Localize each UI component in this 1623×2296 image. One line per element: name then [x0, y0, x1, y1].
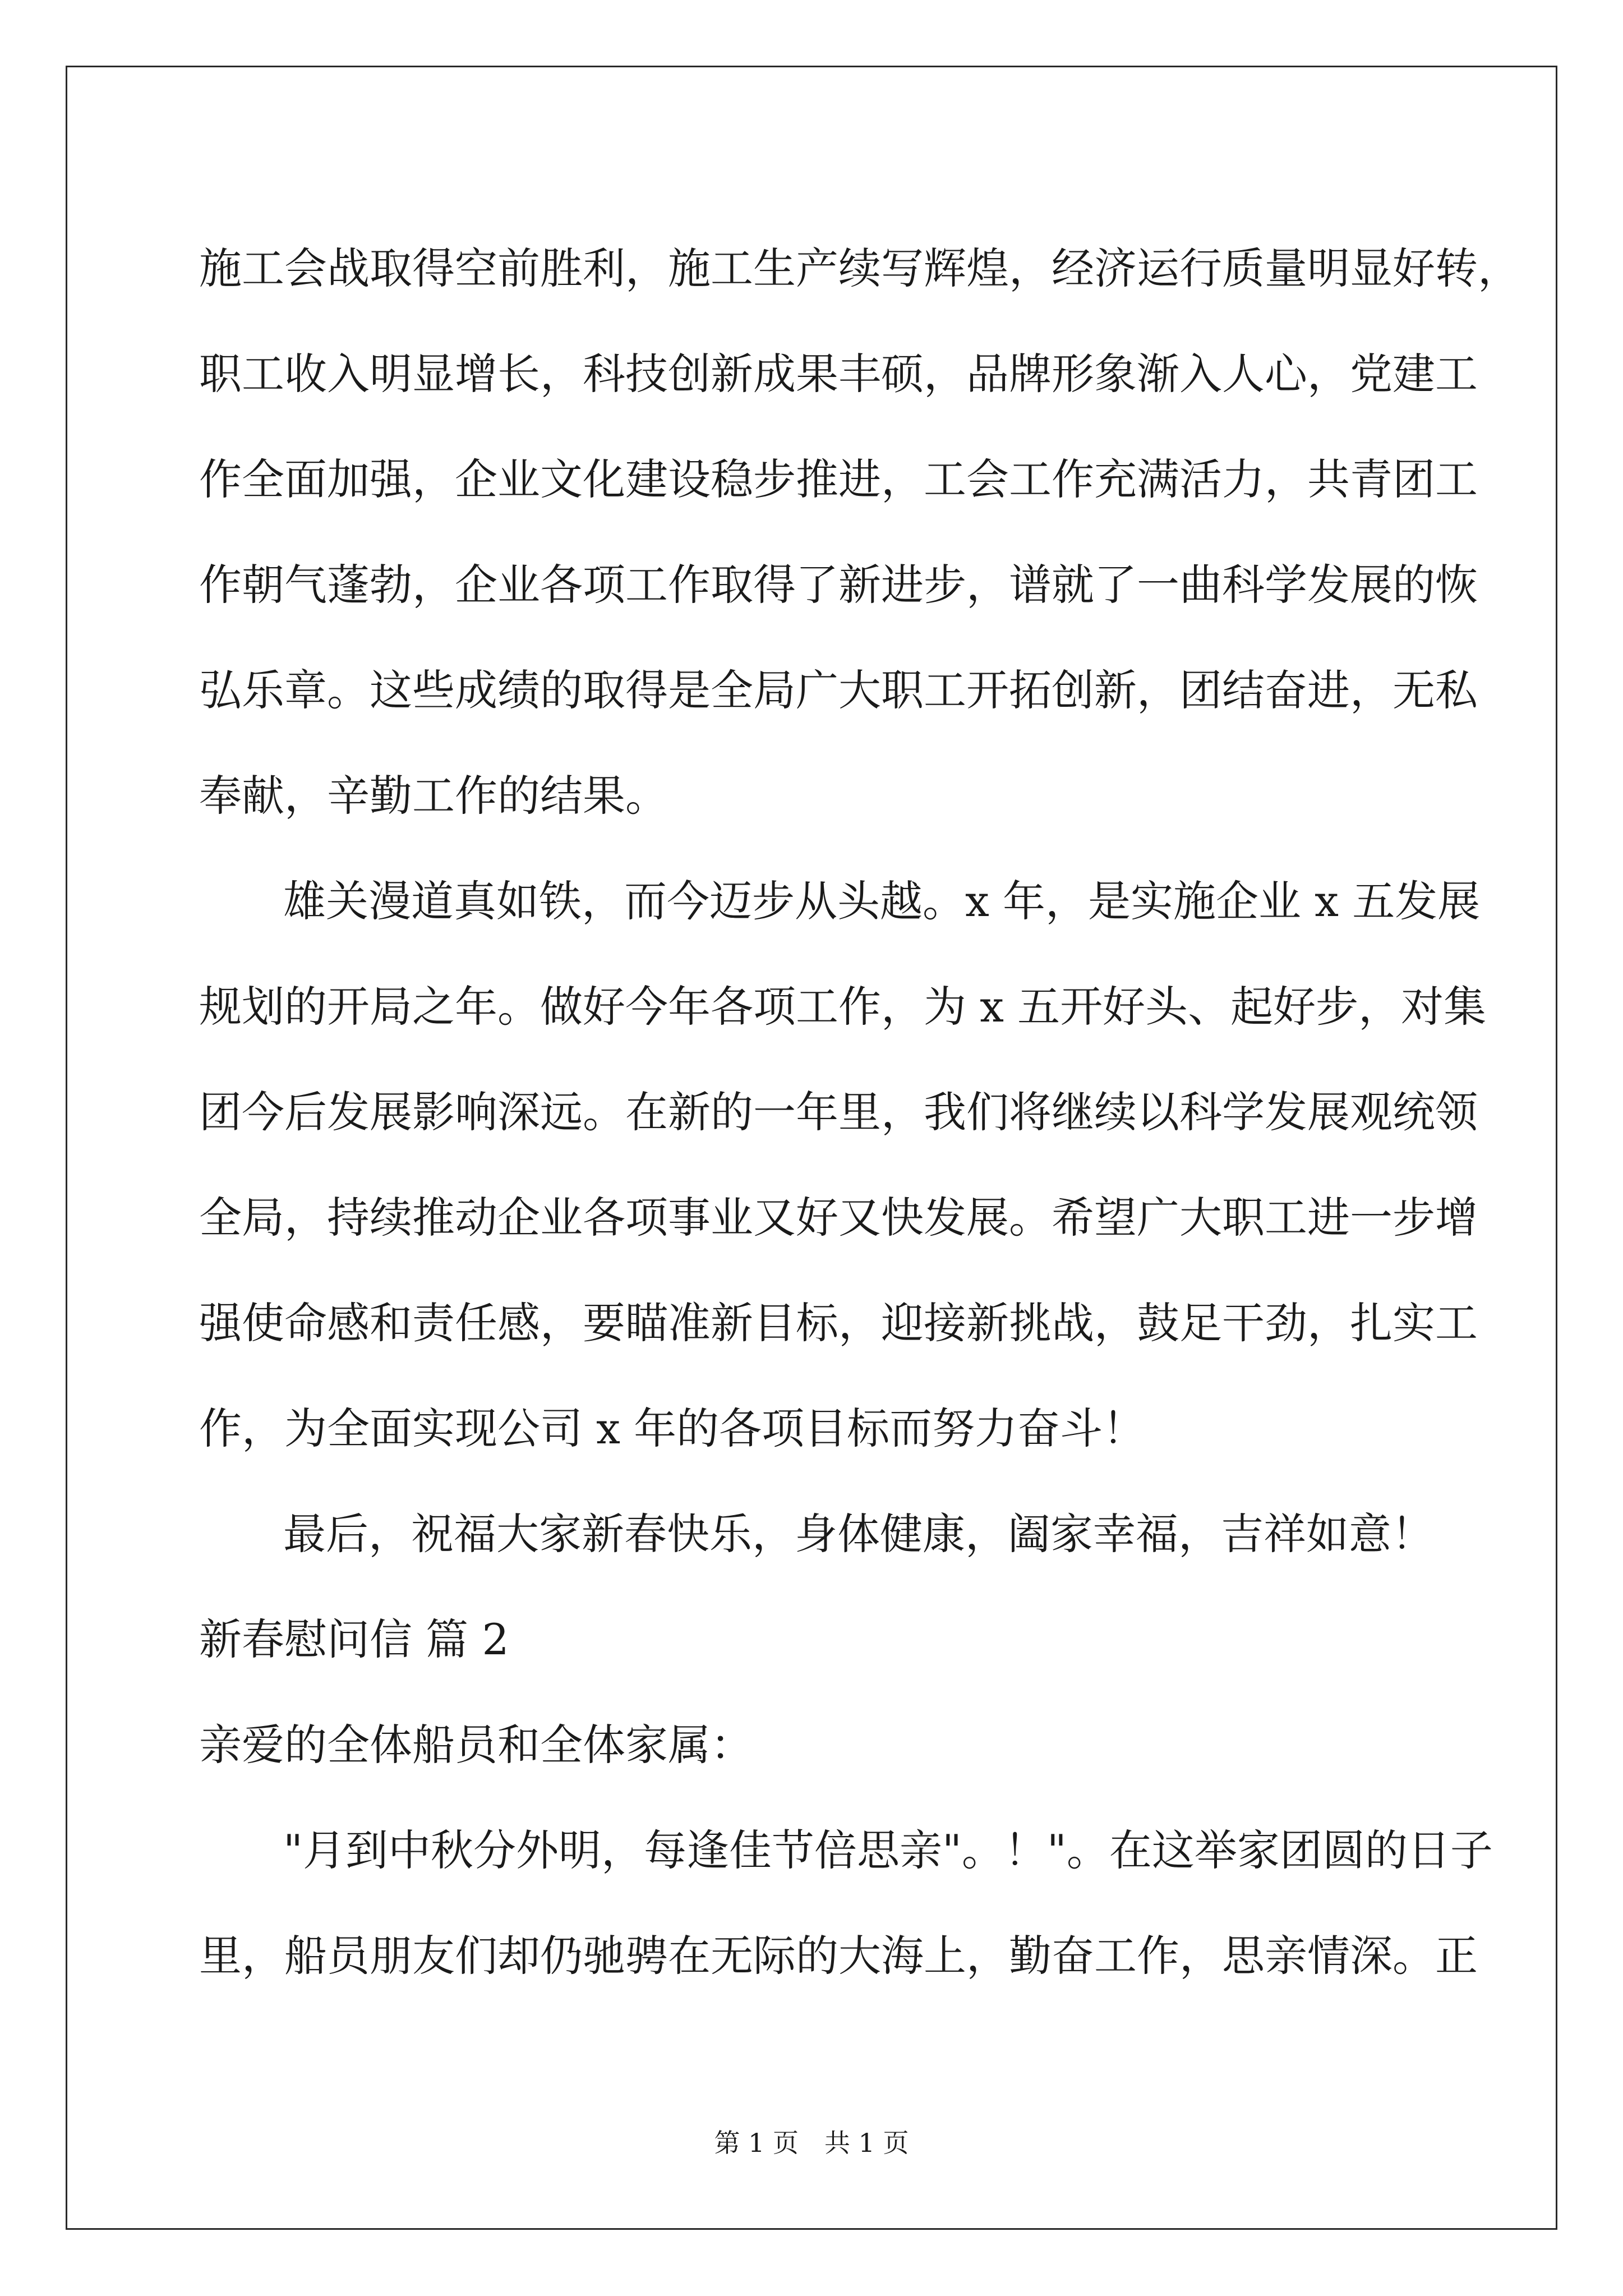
text-line: 弘乐章。这些成绩的取得是全局广大职工开拓创新，团结奋进，无私: [199, 665, 1478, 715]
text-line: 作，为全面实现公司 x 年的各项目标而努力奋斗！: [199, 1404, 1146, 1453]
text-line: 团今后发展影响深远。在新的一年里，我们将继续以科学发展观统领: [199, 1087, 1478, 1137]
text-line: 雄关漫道真如铁，而今迈步从头越。x 年，是实施企业 x 五发展: [283, 876, 1481, 926]
text-line: 最后，祝福大家新春快乐，身体健康，阖家幸福，吉祥如意！: [283, 1509, 1434, 1559]
text-line: 规划的开局之年。做好今年各项工作，为 x 五开好头、起好步，对集: [199, 982, 1487, 1032]
document-body: [199, 216, 1520, 2009]
text-line: "月到中秋分外明，每逢佳节倍思亲"。！"。在这举家团圆的日子: [283, 1825, 1493, 1875]
text-line: 里，船员朋友们却仍驰骋在无际的大海上，勤奋工作，思亲情深。正: [199, 1931, 1478, 1981]
text-line: 奉献，辛勤工作的结果。: [199, 771, 668, 821]
text-line: 职工收入明显增长，科技创新成果丰硕，品牌形象渐入人心，党建工: [199, 349, 1478, 399]
text-line: 强使命感和责任感，要瞄准新目标，迎接新挑战，鼓足干劲，扎实工: [199, 1298, 1478, 1348]
page-footer: 第 1 页 共 1 页: [714, 2128, 909, 2158]
text-line: 亲爱的全体船员和全体家属：: [199, 1720, 753, 1770]
text-line: 作全面加强，企业文化建设稳步推进，工会工作充满活力，共青团工: [199, 454, 1478, 504]
text-line: 全局，持续推动企业各项事业又好又快发展。希望广大职工进一步增: [199, 1193, 1478, 1243]
text-line: 施工会战取得空前胜利，施工生产续写辉煌，经济运行质量明显好转，: [199, 243, 1520, 293]
text-line: 新春慰问信 篇 2: [199, 1614, 509, 1664]
text-line: 作朝气蓬勃，企业各项工作取得了新进步，谱就了一曲科学发展的恢: [199, 560, 1478, 610]
